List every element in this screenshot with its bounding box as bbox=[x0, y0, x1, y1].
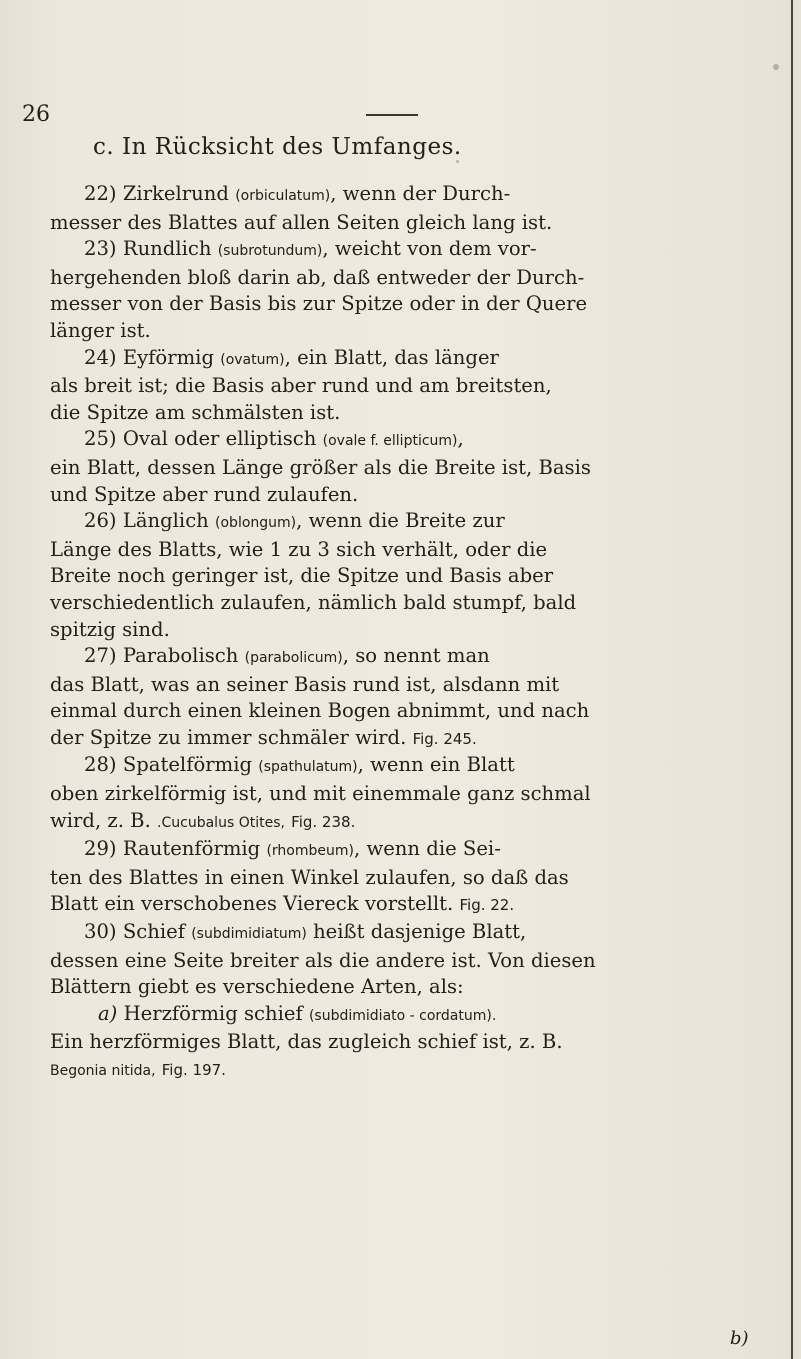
entry-text: , wenn ein Blatt bbox=[357, 753, 515, 777]
entry-text: verschiedentlich zulaufen, nämlich bald stumpf, bald bbox=[50, 590, 577, 614]
entry-number: 27) bbox=[84, 644, 117, 668]
entry-text: Blättern giebt es verschiedene Arten, als: bbox=[50, 975, 464, 999]
entry-number: 24) bbox=[84, 345, 117, 369]
entry-term: Eyförmig bbox=[122, 345, 214, 369]
entry-24: 24) Eyförmig (ovatum), ein Blatt, das länger als breit ist; die Basis aber rund und am breitsten, die Spitze am schmälsten ist. bbox=[50, 345, 552, 424]
entry-text: messer des Blattes auf allen Seiten gleich lang ist. bbox=[50, 210, 553, 234]
entry-term: Schief bbox=[122, 920, 185, 944]
entry-latin: (ovale f. ellipticum) bbox=[322, 433, 458, 450]
entry-number: 29) bbox=[84, 837, 117, 861]
entry-28 bbox=[50, 752, 770, 836]
figure-reference: Fig. 22. bbox=[459, 896, 515, 915]
entry-text: Länge des Blatts, wie 1 zu 3 sich verhält, oder die bbox=[50, 537, 548, 561]
species-name: Begonia nitida, bbox=[50, 1063, 156, 1079]
figure-reference: Fig. 197. bbox=[161, 1061, 226, 1079]
entry-latin: (subdimidiato - cordatum). bbox=[308, 1007, 497, 1024]
entry-text: Ein herzförmiges Blatt, das zugleich schief ist, z. B. bbox=[50, 1030, 563, 1054]
entry-text: spitzig sind. bbox=[50, 617, 170, 641]
entry-text: ein Blatt, das länger bbox=[297, 345, 499, 369]
entry-text: dessen eine Seite breiter als die andere ist. Von diesen bbox=[50, 948, 596, 972]
entry-text: Breite noch geringer ist, die Spitze und Basis aber bbox=[50, 564, 554, 588]
entry-text: , wenn die Sei- bbox=[353, 837, 501, 861]
entry-text: die Spitze am schmälsten ist. bbox=[50, 400, 341, 424]
entry-latin: (orbiculatum) bbox=[235, 188, 331, 204]
entry-latin: (spathulatum) bbox=[258, 759, 358, 776]
entry-term: Länglich bbox=[122, 509, 209, 533]
header-rule bbox=[366, 114, 418, 116]
entry-text: hergehenden bloß darin ab, daß entweder der Durch- bbox=[50, 265, 585, 289]
entry-text: ten des Blattes in einen Winkel zulaufen, so daß das bbox=[50, 865, 569, 889]
entry-term: Parabolisch bbox=[122, 644, 239, 668]
entry-text: , wenn die Breite zur bbox=[296, 509, 505, 533]
entry-number: 28) bbox=[84, 753, 117, 777]
entry-26 bbox=[50, 508, 770, 643]
entry-term: Oval oder elliptisch bbox=[122, 427, 317, 451]
entry-latin: (rhombeum) bbox=[266, 843, 354, 860]
entry-term: Rautenförmig bbox=[122, 837, 261, 861]
entry-number: a) bbox=[98, 1001, 118, 1025]
entry-text: der Spitze zu immer schmäler wird. bbox=[50, 725, 407, 749]
entry-text: ein Blatt, dessen Länge größer als die Breite ist, Basis bbox=[50, 455, 591, 479]
entry-term: Zirkelrund bbox=[122, 182, 229, 205]
entry-text: wenn der Durch- bbox=[342, 182, 511, 205]
entry-text: oben zirkelförmig ist, und mit einemmale ganz schmal bbox=[50, 782, 591, 806]
entry-latin: (parabolicum) bbox=[244, 650, 343, 667]
body-text bbox=[50, 181, 770, 1085]
entry-text: länger ist. bbox=[50, 318, 151, 342]
entry-number: 26) bbox=[84, 509, 117, 533]
page-edge bbox=[791, 0, 793, 1359]
paper-spot bbox=[773, 64, 779, 70]
paper-spot bbox=[456, 160, 459, 163]
species-name: .Cucubalus Otites, bbox=[157, 814, 285, 831]
entry-text: als breit ist; die Basis aber rund und am breitsten, bbox=[50, 374, 552, 398]
entry-text: heißt dasjenige Blatt, bbox=[313, 920, 527, 944]
section-heading: c. In Rücksicht des Umfanges. bbox=[93, 134, 462, 160]
entry-term: Herzförmig schief bbox=[123, 1001, 303, 1025]
entry-27 bbox=[50, 643, 770, 752]
entry-text: weicht von dem vor- bbox=[334, 237, 537, 261]
entry-term: Spatelförmig bbox=[122, 753, 252, 777]
entry-number: 22) bbox=[84, 182, 117, 205]
entry-text: und Spitze aber rund zulaufen. bbox=[50, 482, 359, 506]
entry-text: wird, z. B. bbox=[50, 808, 151, 832]
entry-30 bbox=[50, 919, 770, 1001]
entry-text: , bbox=[457, 427, 464, 451]
entry-latin: (ovatum) bbox=[220, 351, 285, 368]
entry-latin: (subdimidiatum) bbox=[191, 926, 307, 943]
entry-number: 25) bbox=[84, 427, 117, 451]
entry-text: messer von der Basis bis zur Spitze oder in der Quere bbox=[50, 292, 588, 316]
entry-number: 23) bbox=[84, 237, 117, 261]
entry-29 bbox=[50, 836, 770, 919]
figure-reference: Fig. 245. bbox=[412, 729, 477, 748]
entry-text: Blatt ein verschobenes Viereck vorstellt. bbox=[50, 892, 454, 916]
entry-term: Rundlich bbox=[122, 237, 212, 261]
entry-latin: (subrotundum) bbox=[217, 243, 323, 260]
figure-reference: Fig. 238. bbox=[291, 812, 356, 831]
entry-23: 23) Rundlich (subrotundum), weicht von dem vor- hergehenden bloß darin ab, daß entweder der Durch- messer von der Basis bis zur Spitze oder in der Quere länger ist. bbox=[50, 237, 588, 342]
entry-22: 22) Zirkelrund (orbiculatum), wenn der Durch- messer des Blattes auf allen Seiten gleich lang ist. bbox=[50, 182, 553, 234]
entry-number: 30) bbox=[84, 920, 117, 944]
entry-latin: (oblongum) bbox=[215, 515, 297, 532]
entry-text: das Blatt, was an seiner Basis rund ist, alsdann mit bbox=[50, 672, 560, 696]
entry-30a bbox=[50, 1001, 770, 1085]
entry-text: einmal durch einen kleinen Bogen abnimmt, und nach bbox=[50, 699, 590, 723]
entry-25 bbox=[50, 426, 770, 508]
catchword: b) bbox=[730, 1328, 749, 1349]
page-number: 26 bbox=[22, 102, 50, 127]
entry-text: , so nennt man bbox=[342, 644, 490, 668]
